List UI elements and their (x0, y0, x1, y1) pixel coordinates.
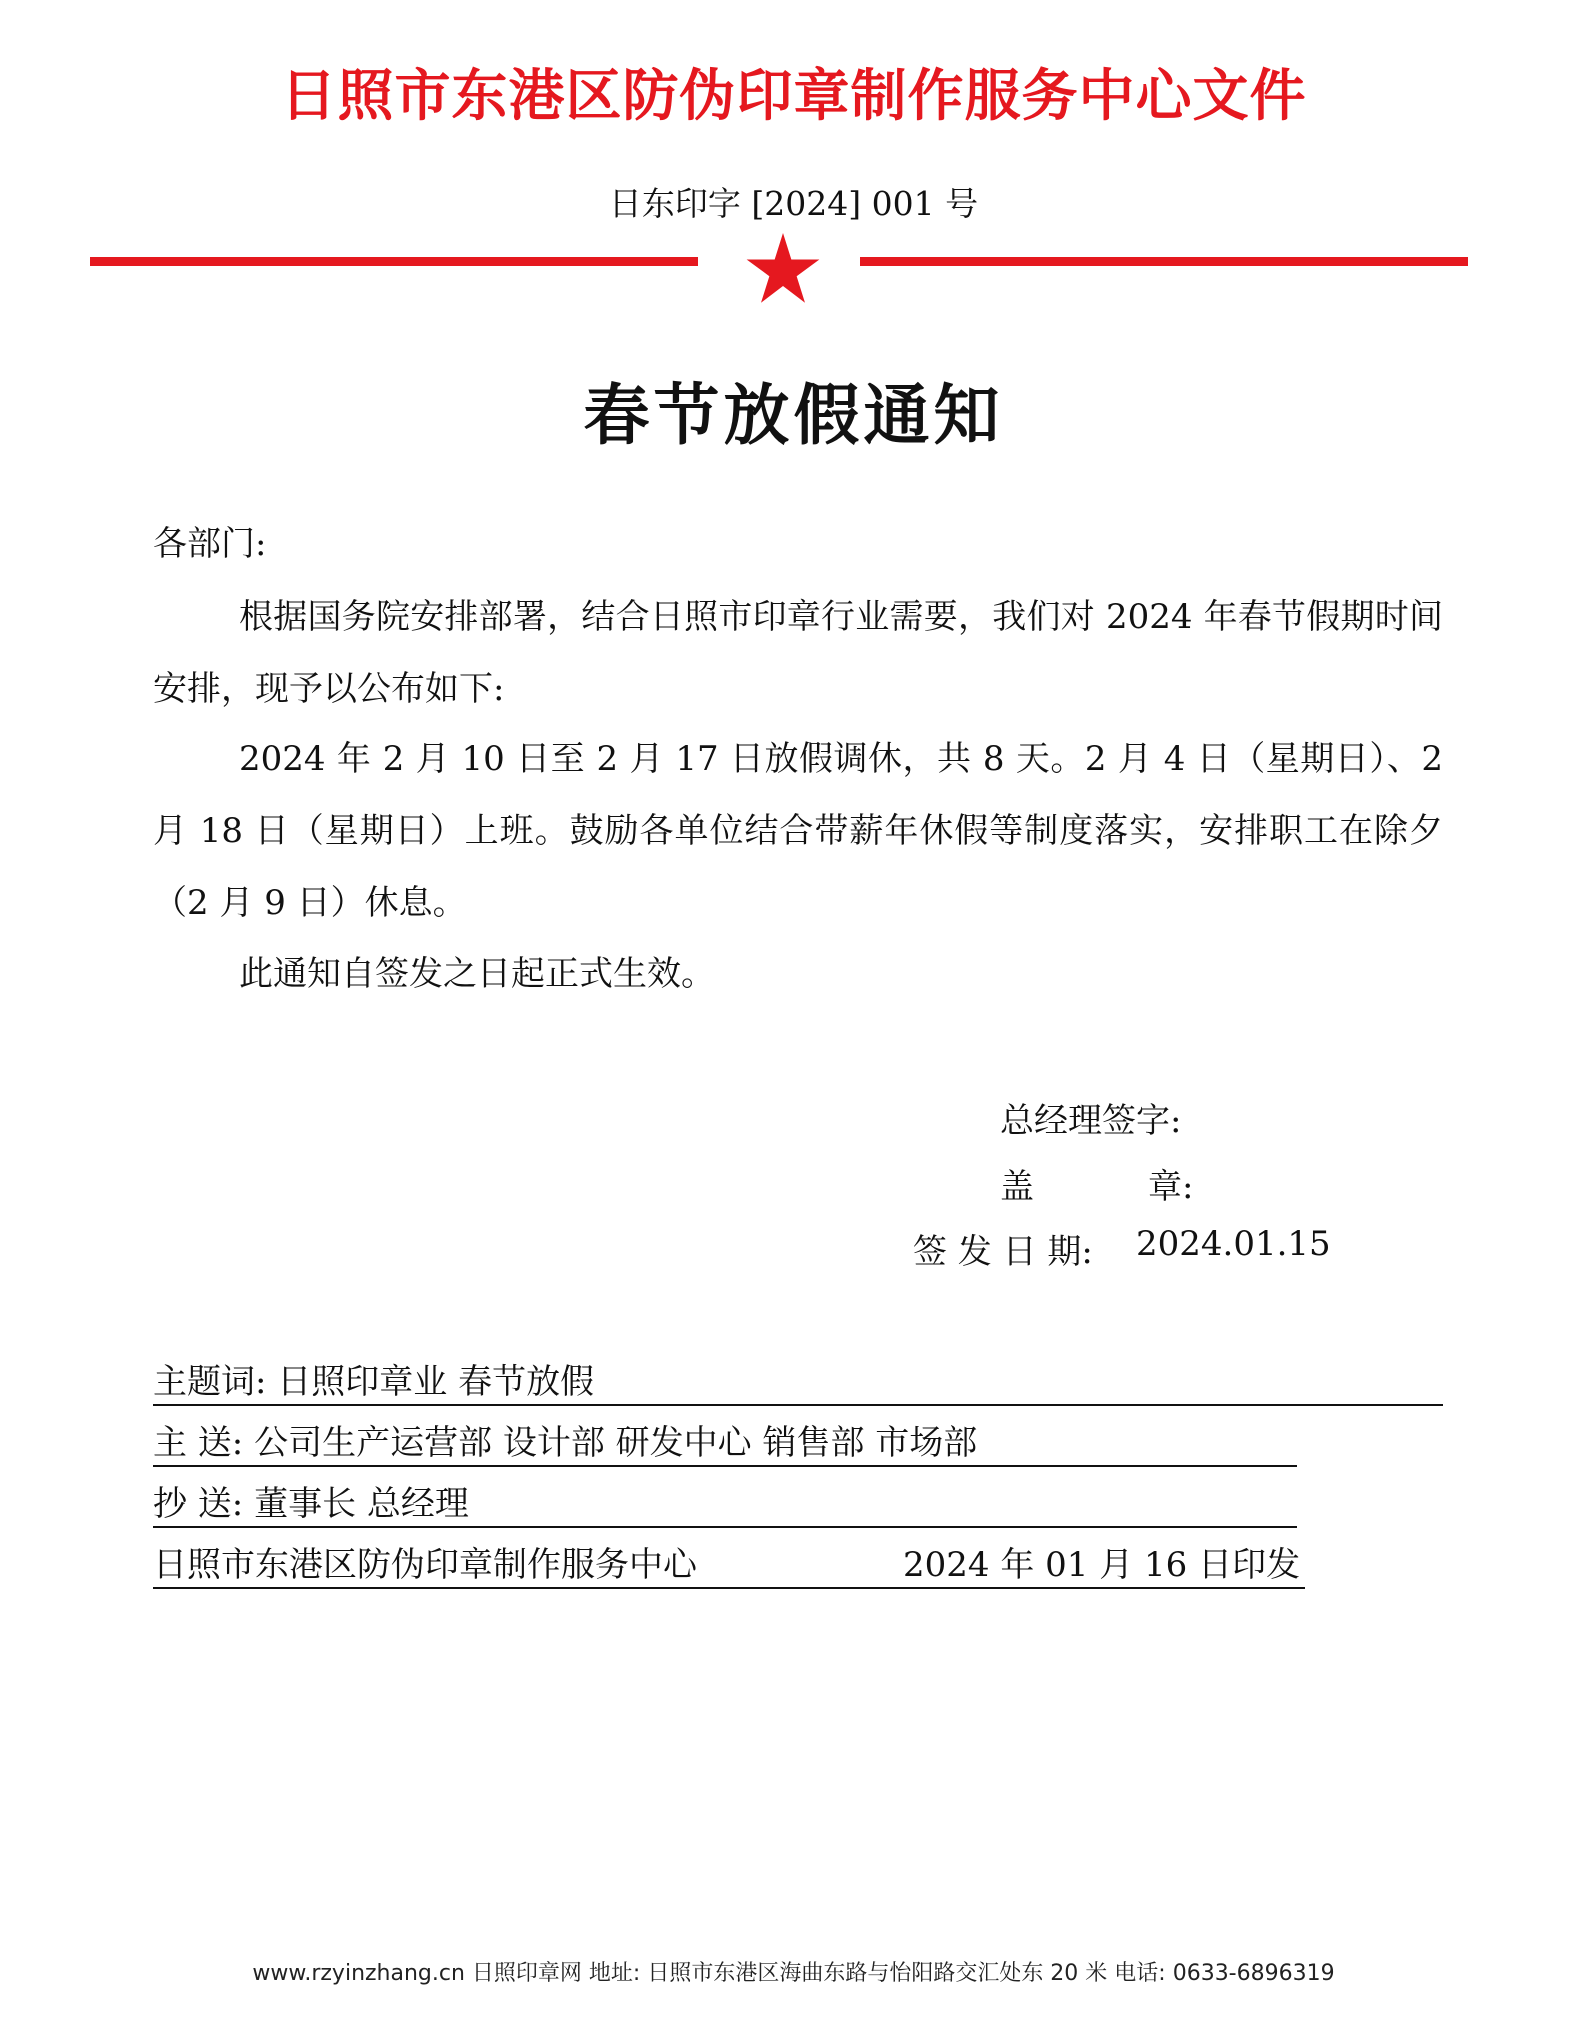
issue-date-value: 2024.01.15 (1136, 1224, 1331, 1264)
subject-keywords: 主题词: 日照印章业 春节放假 (153, 1360, 1443, 1406)
header-rule-right (860, 257, 1468, 266)
seal-label-first: 盖 (1000, 1167, 1034, 1207)
printer-name: 日照市东港区防伪印章制作服务中心 (153, 1545, 697, 1585)
seal-label-second: 章: (1148, 1167, 1194, 1207)
issuer-title: 日照市东港区防伪印章制作服务中心文件 (280, 63, 1307, 129)
paragraph-schedule: 2024 年 2 月 10 日至 2 月 17 日放假调休，共 8 天。2 月 4 日（星期日）、2 月 18 日（星期日）上班。鼓励各单位结合带薪年休假等制度落实，安排职工在除夕（2 月 9 日）休息。 (153, 739, 1443, 923)
manager-signature-label: 总经理签字: (1000, 1101, 1182, 1141)
red-star-icon (745, 233, 821, 305)
cc-recipients: 抄 送: 董事长 总经理 (153, 1482, 1297, 1528)
header-rule-left (90, 257, 698, 266)
print-date: 2024 年 01 月 16 日印发 (903, 1545, 1301, 1585)
salutation: 各部门: (153, 524, 267, 564)
print-info-row (153, 1543, 1305, 1589)
issue-date-label: 签 发 日 期: (913, 1232, 1093, 1272)
paragraph-effective: 此通知自签发之日起正式生效。 (239, 954, 715, 994)
notice-title: 春节放假通知 (583, 376, 1004, 454)
paragraph-intro: 根据国务院安排部署，结合日照市印章行业需要，我们对 2024 年春节假期时间安排，现予以公布如下: (153, 597, 1443, 709)
site-footer: www.rzyinzhang.cn 日照印章网 地址: 日照市东港区海曲东路与怡阳路交汇处东 20 米 电话: 0633-6896319 (252, 1961, 1335, 1986)
main-recipients: 主 送: 公司生产运营部 设计部 研发中心 销售部 市场部 (153, 1421, 1297, 1467)
document-number: 日东印字 [2024] 001 号 (608, 184, 979, 223)
